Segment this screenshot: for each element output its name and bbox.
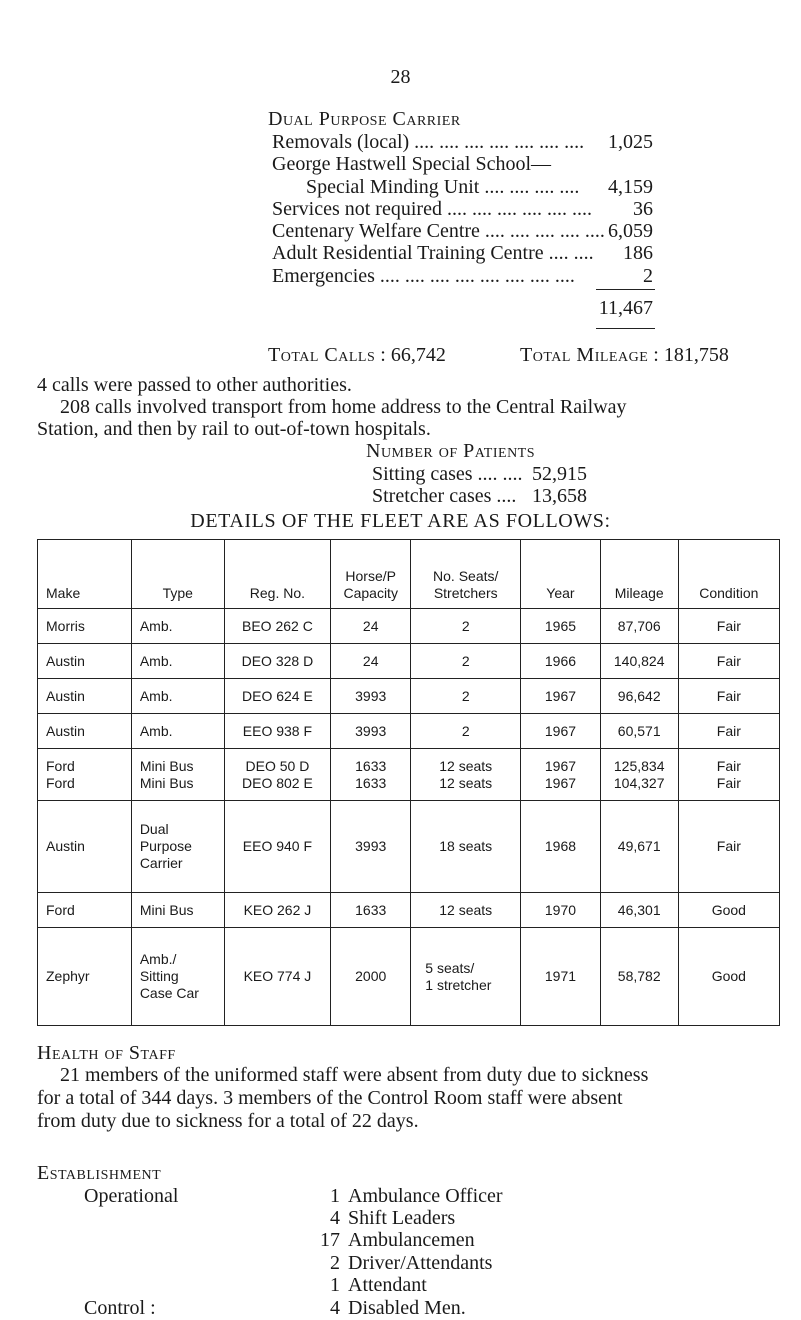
- operational-label: Operational: [84, 1185, 179, 1207]
- table-cell: DEO 624 E: [224, 679, 330, 714]
- total-calls-label: Total Calls: [268, 344, 376, 366]
- table-cell: KEO 262 J: [224, 893, 330, 928]
- cell-line: 1 stretcher: [425, 976, 492, 993]
- carrier-row-label: Centenary Welfare Centre .... .... .... .... ....: [272, 220, 605, 243]
- table-cell: 46,301: [600, 893, 678, 928]
- table-cell: 87,706: [600, 609, 678, 644]
- carrier-row-value: 4,159: [608, 175, 653, 198]
- column-header: Condition: [678, 540, 779, 609]
- patients-row-label: Sitting cases .... ....: [372, 463, 523, 485]
- table-cell: [224, 749, 330, 801]
- table-row: [38, 679, 780, 714]
- table-cell: Austin: [38, 801, 132, 893]
- total-mileage-label: Total Mileage: [520, 344, 649, 366]
- table-cell: Austin: [38, 714, 132, 749]
- column-header: [411, 540, 521, 609]
- fleet-table: [37, 539, 780, 1026]
- table-cell: [131, 749, 224, 801]
- carrier-row-value: 186: [623, 242, 653, 265]
- table-cell: 1967: [521, 679, 601, 714]
- list-item: [316, 1207, 455, 1230]
- list-item: [316, 1274, 427, 1297]
- cell-line: 1633: [355, 774, 387, 791]
- carrier-row-label: Removals (local) .... .... .... .... .... .... ....: [272, 131, 585, 153]
- control-label: Control :: [84, 1297, 156, 1319]
- cell-line: Mini Bus: [139, 757, 194, 774]
- table-cell: KEO 774 J: [224, 928, 330, 1026]
- table-cell: 1971: [521, 928, 601, 1026]
- carrier-row: [272, 220, 657, 242]
- list-item-text: Disabled Men.: [348, 1297, 466, 1319]
- paragraph: for a total of 344 days. 3 members of the Control Room staff were absent: [37, 1087, 623, 1109]
- list-item-text: Driver/Attendants: [348, 1252, 493, 1274]
- paragraph: Station, and then by rail to out-of-town hospitals.: [37, 418, 431, 440]
- list-item-count: 1: [330, 1274, 340, 1296]
- carrier-row: [272, 265, 657, 287]
- table-cell: 3993: [331, 714, 411, 749]
- table-cell: [678, 749, 779, 801]
- carrier-row: [272, 198, 657, 220]
- paragraph: 4 calls were passed to other authorities.: [37, 374, 352, 396]
- table-cell: 3993: [331, 679, 411, 714]
- table-cell: Fair: [678, 714, 779, 749]
- table-cell: Fair: [678, 679, 779, 714]
- table-cell: 1966: [521, 644, 601, 679]
- carrier-row-label: Special Minding Unit .... .... .... ....: [306, 175, 580, 198]
- table-cell: Mini Bus: [131, 893, 224, 928]
- table-cell: 58,782: [600, 928, 678, 1026]
- establishment-title: Establishment: [37, 1162, 162, 1184]
- cell-line: Fair: [716, 774, 741, 791]
- total-mileage-sep: :: [653, 344, 659, 366]
- cell-line: 5 seats/: [425, 959, 475, 976]
- table-cell: 2000: [331, 928, 411, 1026]
- table-cell: [131, 928, 224, 1026]
- patients-row-value: 13,658: [532, 485, 587, 507]
- patients-row-label: Stretcher cases ....: [372, 485, 517, 507]
- table-cell: 2: [411, 644, 521, 679]
- carrier-row: [272, 131, 657, 153]
- paragraph: 208 calls involved transport from home address to the Central Railway: [60, 396, 627, 418]
- table-cell: 2: [411, 679, 521, 714]
- table-cell: Amb.: [131, 714, 224, 749]
- table-cell: [521, 749, 601, 801]
- carrier-row: [272, 242, 657, 264]
- cell-line: DEO 802 E: [242, 774, 313, 791]
- list-item-count: 4: [330, 1207, 340, 1229]
- table-cell: 1967: [521, 714, 601, 749]
- carrier-row-value: 1,025: [608, 131, 653, 153]
- total-mileage-value: 181,758: [663, 344, 729, 366]
- list-item: [316, 1297, 466, 1320]
- table-cell: 1633: [331, 893, 411, 928]
- cell-line: Carrier: [139, 855, 183, 871]
- list-item: [316, 1252, 492, 1275]
- carrier-row-value: 6,059: [608, 220, 653, 243]
- table-cell: Morris: [38, 609, 132, 644]
- table-cell: Good: [678, 928, 779, 1026]
- list-item-text: Attendant: [348, 1274, 427, 1296]
- table-cell: 1970: [521, 893, 601, 928]
- table-cell: Amb.: [131, 679, 224, 714]
- table-cell: Good: [678, 893, 779, 928]
- table-cell: 96,642: [600, 679, 678, 714]
- table-cell: 18 seats: [411, 801, 521, 893]
- patients-title: Number of Patients: [366, 440, 536, 462]
- list-item-text: Ambulance Officer: [348, 1185, 503, 1207]
- list-item-count: 2: [330, 1252, 340, 1274]
- table-cell: Amb.: [131, 644, 224, 679]
- carrier-row-label: George Hastwell Special School—: [272, 153, 552, 176]
- cell-line: 12 seats: [439, 757, 493, 774]
- cell-line: Mini Bus: [139, 774, 194, 791]
- table-row: [38, 714, 780, 749]
- table-cell: [38, 749, 132, 801]
- paragraph: from duty due to sickness for a total of 22 days.: [37, 1110, 419, 1132]
- list-item-text: Shift Leaders: [348, 1207, 456, 1229]
- column-header-line: Capacity: [343, 585, 398, 601]
- table-row: [38, 609, 780, 644]
- table-cell: Fair: [678, 609, 779, 644]
- table-cell: 1965: [521, 609, 601, 644]
- table-cell: 12 seats: [411, 893, 521, 928]
- table-cell: Fair: [678, 644, 779, 679]
- cell-line: 1633: [355, 757, 387, 774]
- patients-row-value: 52,915: [532, 463, 587, 485]
- table-cell: Fair: [678, 801, 779, 893]
- total-calls-value: 66,742: [390, 344, 446, 366]
- table-cell: 49,671: [600, 801, 678, 893]
- subtotal-rule: [596, 289, 655, 290]
- table-cell: 24: [331, 609, 411, 644]
- table-header-row: [38, 540, 780, 609]
- carrier-row-value: 2: [643, 264, 653, 287]
- cell-line: Ford: [46, 757, 75, 774]
- table-row: [38, 749, 780, 801]
- table-cell: [411, 928, 521, 1026]
- table-cell: Austin: [38, 644, 132, 679]
- cell-line: 1967: [544, 774, 577, 791]
- table-cell: [131, 801, 224, 893]
- carrier-list: [272, 131, 657, 287]
- list-item: [316, 1229, 475, 1252]
- cell-line: Fair: [716, 757, 741, 774]
- carrier-title: Dual Purpose Carrier: [268, 108, 461, 130]
- cell-line: Dual: [139, 821, 169, 837]
- carrier-row: [272, 153, 657, 175]
- table-cell: Ford: [38, 893, 132, 928]
- column-header: Reg. No.: [224, 540, 330, 609]
- column-header-line: No. Seats/: [433, 568, 499, 584]
- column-header: Type: [131, 540, 224, 609]
- total-calls: [268, 344, 446, 367]
- carrier-row-label: Services not required .... .... .... .... .... ....: [272, 197, 592, 220]
- fleet-title: DETAILS OF THE FLEET ARE AS FOLLOWS:: [190, 510, 611, 532]
- cell-line: 12 seats: [439, 774, 493, 791]
- list-item-count: 4: [330, 1297, 340, 1319]
- table-cell: 2: [411, 609, 521, 644]
- table-cell: [411, 749, 521, 801]
- cell-line: 125,834: [613, 757, 665, 774]
- cell-line: Ford: [46, 774, 75, 791]
- cell-line: Amb./: [139, 951, 177, 967]
- table-cell: EEO 940 F: [224, 801, 330, 893]
- table-cell: Amb.: [131, 609, 224, 644]
- list-item-count: 1: [330, 1185, 340, 1207]
- table-cell: 60,571: [600, 714, 678, 749]
- table-row: [38, 644, 780, 679]
- cell-line: 1967: [544, 757, 577, 774]
- cell-line: Purpose: [139, 838, 192, 854]
- patients-row: [372, 463, 587, 486]
- table-row: [38, 893, 780, 928]
- table-cell: 2: [411, 714, 521, 749]
- table-row: [38, 801, 780, 893]
- table-cell: 24: [331, 644, 411, 679]
- table-cell: [331, 749, 411, 801]
- cell-line: 104,327: [613, 774, 665, 791]
- column-header: Mileage: [600, 540, 678, 609]
- column-header: [331, 540, 411, 609]
- total-mileage: [520, 344, 729, 367]
- cell-line: Sitting: [139, 968, 179, 984]
- patients-row: [372, 485, 587, 508]
- table-cell: BEO 262 C: [224, 609, 330, 644]
- table-cell: 140,824: [600, 644, 678, 679]
- column-header: Make: [38, 540, 132, 609]
- list-item-text: Ambulancemen: [348, 1229, 475, 1251]
- carrier-total: 11,467: [598, 297, 653, 319]
- cell-line: Case Car: [139, 985, 199, 1001]
- carrier-row-value: 36: [633, 197, 653, 220]
- total-rule: [596, 328, 655, 329]
- list-item: [316, 1185, 503, 1208]
- carrier-row: [272, 176, 657, 198]
- table-row: [38, 928, 780, 1026]
- paragraph: 21 members of the uniformed staff were absent from duty due to sickness: [60, 1064, 649, 1086]
- column-header-line: Stretchers: [433, 585, 498, 601]
- table-cell: Zephyr: [38, 928, 132, 1026]
- column-header-line: Horse/P: [345, 568, 396, 584]
- health-title: Health of Staff: [37, 1042, 176, 1064]
- table-cell: DEO 328 D: [224, 644, 330, 679]
- table-cell: Austin: [38, 679, 132, 714]
- cell-line: DEO 50 D: [245, 757, 310, 774]
- total-calls-sep: :: [380, 344, 386, 366]
- page-number: 28: [390, 66, 411, 88]
- table-cell: EEO 938 F: [224, 714, 330, 749]
- table-cell: 3993: [331, 801, 411, 893]
- carrier-row-label: Adult Residential Training Centre .... ....: [272, 242, 594, 265]
- column-header: Year: [521, 540, 601, 609]
- list-item-count: 17: [320, 1229, 340, 1251]
- table-cell: 1968: [521, 801, 601, 893]
- carrier-row-label: Emergencies .... .... .... .... .... .... .... ....: [272, 264, 575, 287]
- table-cell: [600, 749, 678, 801]
